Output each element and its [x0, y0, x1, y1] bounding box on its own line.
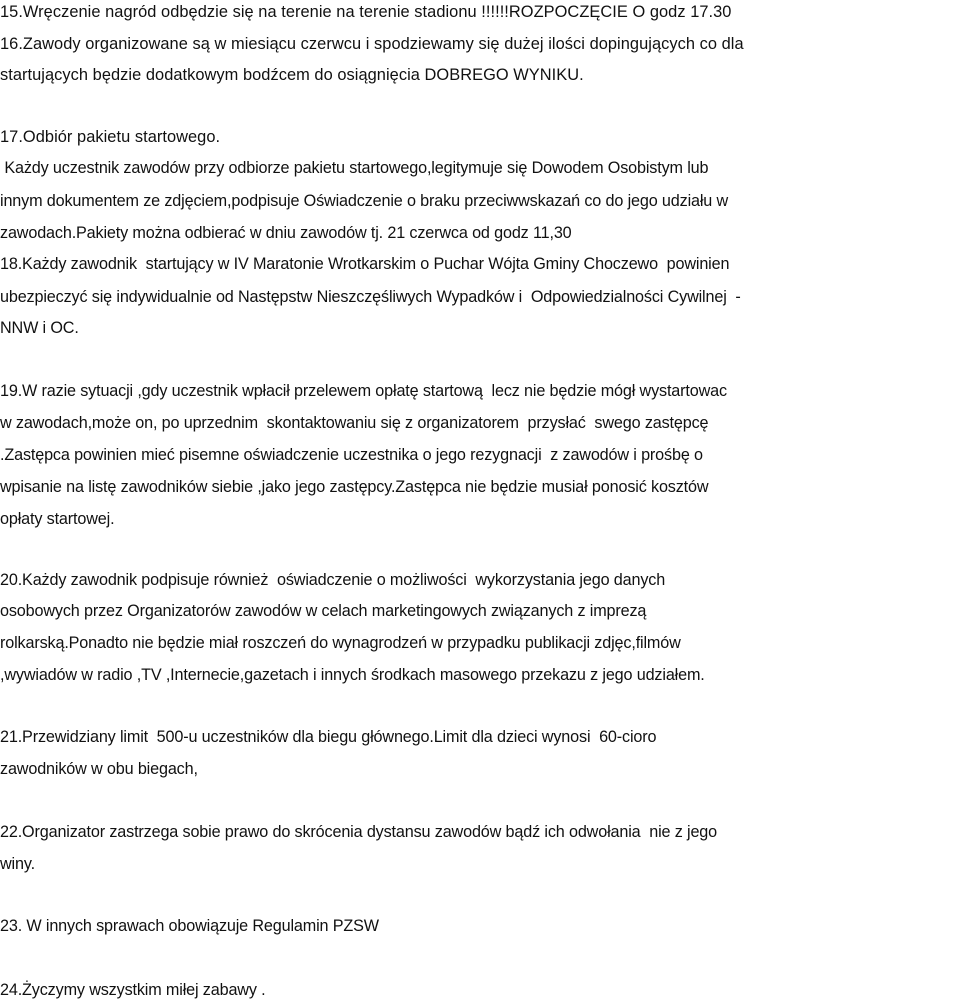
paragraph-24: 24.Życzymy wszystkim miłej zabawy .: [0, 981, 266, 999]
paragraph-20-line-1: 20.Każdy zawodnik podpisuje również oświadczenie o możliwości wykorzystania jego danych: [0, 571, 666, 589]
paragraph-20-line-4: ,wywiadów w radio ,TV ,Internecie,gazetach i innych środkach masowego przekazu z jego udziałem.: [0, 666, 705, 684]
paragraph-18-line-1: 18.Każdy zawodnik startujący w IV Maratonie Wrotkarskim o Puchar Wójta Gminy Choczewo powinien: [0, 255, 730, 273]
paragraph-19-line-5: opłaty startowej.: [0, 510, 115, 528]
paragraph-17-line-2: innym dokumentem ze zdjęciem,podpisuje Oświadczenie o braku przeciwwskazań co do jego udziału w: [0, 192, 729, 210]
paragraph-17-heading: 17.Odbiór pakietu startowego.: [0, 128, 221, 146]
paragraph-19-line-2: w zawodach,może on, po uprzednim skontaktowaniu się z organizatorem przysłać swego zastępcę: [0, 414, 709, 432]
paragraph-17-line-3: zawodach.Pakiety można odbierać w dniu zawodów tj. 21 czerwca od godz 11,30: [0, 224, 572, 242]
paragraph-21-line-2: zawodników w obu biegach,: [0, 760, 198, 778]
paragraph-18-line-3: NNW i OC.: [0, 319, 79, 337]
paragraph-23: 23. W innych sprawach obowiązuje Regulamin PZSW: [0, 917, 379, 935]
paragraph-22-line-2: winy.: [0, 855, 35, 873]
paragraph-15-line-1: 15.Wręczenie nagród odbędzie się na terenie na terenie stadionu !!!!!!ROZPOCZĘCIE O godz 17.30: [0, 3, 732, 21]
paragraph-16-line-1: 16.Zawody organizowane są w miesiącu czerwcu i spodziewamy się dużej ilości dopingujących co dla: [0, 35, 744, 53]
paragraph-20-line-3: rolkarską.Ponadto nie będzie miał roszczeń do wynagrodzeń w przypadku publikacji zdjęc,filmów: [0, 634, 681, 652]
paragraph-19-line-3: .Zastępca powinien mieć pisemne oświadczenie uczestnika o jego rezygnacji z zawodów i prośbę o: [0, 446, 703, 464]
paragraph-19-line-4: wpisanie na listę zawodników siebie ,jako jego zastępcy.Zastępca nie będzie musiał ponosić kosztów: [0, 478, 709, 496]
paragraph-18-line-2: ubezpieczyć się indywidualnie od Następstw Nieszczęśliwych Wypadków i Odpowiedzialności Cywilnej -: [0, 288, 741, 306]
paragraph-22-line-1: 22.Organizator zastrzega sobie prawo do skrócenia dystansu zawodów bądź ich odwołania nie z jego: [0, 823, 718, 841]
paragraph-20-line-2: osobowych przez Organizatorów zawodów w celach marketingowych związanych z imprezą: [0, 602, 647, 620]
paragraph-16-line-2: startujących będzie dodatkowym bodźcem do osiągnięcia DOBREGO WYNIKU.: [0, 66, 584, 84]
paragraph-21-line-1: 21.Przewidziany limit 500-u uczestników dla biegu głównego.Limit dla dzieci wynosi 60-cioro: [0, 728, 657, 746]
paragraph-19-line-1: 19.W razie sytuacji ,gdy uczestnik wpłacił przelewem opłatę startową lecz nie będzie mógł wystartowac: [0, 382, 727, 400]
paragraph-17-line-1: Każdy uczestnik zawodów przy odbiorze pakietu startowego,legitymuje się Dowodem Osobistym lub: [0, 159, 709, 177]
